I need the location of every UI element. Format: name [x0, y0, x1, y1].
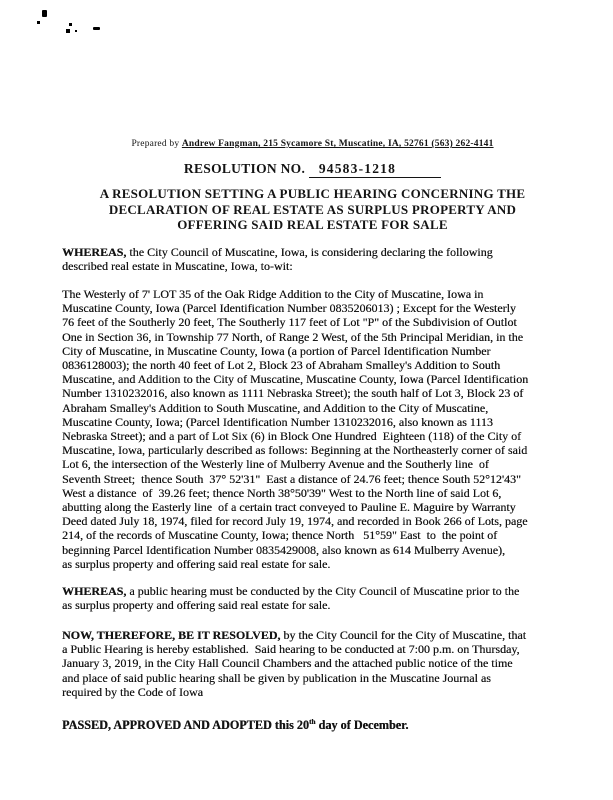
resolved-clause-lines: a Public Hearing is hereby established. Said hearing to be conducted at 7:00 p.m. on Thursday, January 3, 2019, in the City Hall Council Chambers and the attached public notice of the time and place of said public hearing shall be given by publication in the Muscatine Journal as required by the Code of Iowa — [62, 642, 520, 699]
prepared-by-line — [62, 139, 563, 149]
resolution-label: RESOLUTION NO. — [183, 161, 306, 176]
preparer-contact: Andrew Fangman, 215 Sycamore St, Muscatine, IA, 52761 (563) 262-4141 — [181, 139, 494, 149]
prepared-by-prefix: Prepared by — [131, 139, 182, 149]
scan-artifact — [69, 23, 72, 26]
whereas-clause-1-lines: described real estate in Muscatine, Iowa, to-wit: — [62, 259, 293, 274]
whereas-clause-1-first-line: WHEREAS, the City Council of Muscatine, Iowa, is considering declaring the following — [62, 245, 493, 259]
resolved-clause — [62, 628, 563, 699]
scan-artifact — [66, 29, 70, 33]
whereas-clause-2-first-line: WHEREAS, a public hearing must be conducted by the City Council of Muscatine prior to the — [62, 584, 520, 598]
resolution-number-line — [62, 161, 563, 177]
whereas-keyword: WHEREAS, — [62, 245, 127, 259]
legal-description: The Westerly of 7' LOT 35 of the Oak Ridge Addition to the City of Muscatine, Iowa in Muscatine County, Iowa (Parcel Identification Number 0835206013) ; Except for the Westerly 76 feet of the Southerly 20 feet, The Southerly 117 feet of Lot "P" of the Subdivision of Outlot One in Section 36, in Township 77 North, of Range 2 West, of the 5th Principal Meridian, in the City of Muscatine, in Muscatine County, Iowa (a portion of Parcel Identification Number 0836128003); the north 40 feet of Lot 2, Block 23 of Abraham Smalley's Addition to South Muscatine, and Addition to the City of Muscatine, Muscatine County, Iowa (Parcel Identification Number 1310232016, also known as 1111 Nebraska Street); the south half of Lot 3, Block 23 of Abraham Smalley's Addition to South Muscatine, and Addition to the City of Muscatine, Muscatine County, Iowa; (Parcel Identification Number 1310232016, also known as 1113 Nebraska Street); and a part of Lot Six (6) in Block One Hundred Eighteen (118) of the City of Muscatine, Iowa, particularly described as follows: Beginning at the Northeasterly corner of said Lot 6, the intersection of the Westerly line of Mulberry Avenue and the Southerly line of Seventh Street; thence South 37° 52'31" East a distance of 24.76 feet; thence South 52°12'43" West a distance of 39.26 feet; thence North 38°50'39" West to the North line of said Lot 6, abutting along the Easterly line of a certain tract conveyed to Pauline E. Maguire by Warranty Deed dated July 18, 1974, filed for record July 19, 1974, and recorded in Book 266 of Lots, page 214, of the records of Muscatine County, Iowa; thence North 51°59" East to the point of beginning Parcel Identification Number 0835429008, also known as 614 Mulberry Avenue), as surplus property and offering said real estate for sale. — [62, 287, 529, 571]
scan-artifact — [42, 10, 47, 17]
adoption-rest: day of December. — [315, 718, 409, 733]
adoption-lead: PASSED, APPROVED AND ADOPTED this 20 — [62, 718, 309, 733]
resolved-keyword: NOW, THEREFORE, BE IT RESOLVED, — [62, 628, 281, 642]
adoption-line — [62, 717, 563, 733]
resolution-number: 94583-1218 — [309, 161, 441, 178]
resolved-clause-first-line: NOW, THEREFORE, BE IT RESOLVED, by the City Council for the City of Muscatine, that — [62, 628, 527, 642]
whereas-keyword: WHEREAS, — [62, 584, 127, 598]
whereas-clause-1 — [62, 245, 563, 273]
scan-artifact — [37, 21, 40, 24]
scan-artifact — [93, 27, 100, 30]
whereas-clause-2 — [62, 584, 563, 612]
whereas-clause-2-lines: as surplus property and offering said real estate for sale. — [62, 598, 331, 613]
ordinal-suffix: th — [308, 717, 316, 726]
document-title: A RESOLUTION SETTING A PUBLIC HEARING CONCERNING THE DECLARATION OF REAL ESTATE AS SURPLUS PROPERTY AND OFFERING SAID REAL ESTATE FOR SALE — [99, 186, 526, 233]
